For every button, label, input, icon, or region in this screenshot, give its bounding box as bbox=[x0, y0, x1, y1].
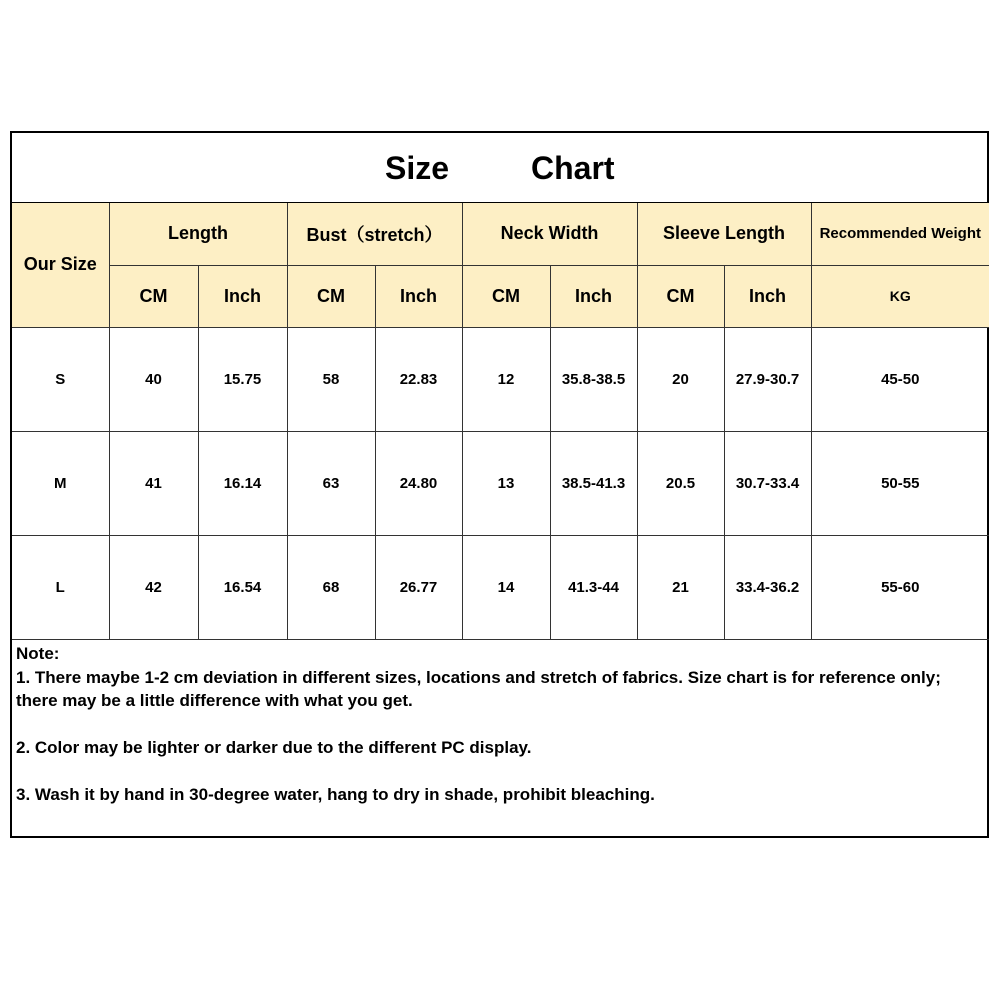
cell-sleeve-cm: 21 bbox=[637, 535, 724, 639]
cell-bust-cm: 68 bbox=[287, 535, 375, 639]
size-chart-frame bbox=[10, 131, 989, 838]
unit-neck-inch: Inch bbox=[550, 265, 637, 327]
header-row-groups bbox=[12, 203, 989, 265]
size-table bbox=[12, 203, 989, 640]
header-sleeve-length: Sleeve Length bbox=[637, 203, 811, 265]
unit-bust-cm: CM bbox=[287, 265, 375, 327]
title-row bbox=[12, 133, 987, 203]
table-row bbox=[12, 535, 989, 639]
cell-weight-kg: 55-60 bbox=[811, 535, 989, 639]
cell-length-cm: 40 bbox=[109, 327, 198, 431]
cell-length-inch: 15.75 bbox=[198, 327, 287, 431]
table-row bbox=[12, 431, 989, 535]
cell-bust-cm: 63 bbox=[287, 431, 375, 535]
cell-sleeve-inch: 27.9-30.7 bbox=[724, 327, 811, 431]
unit-sleeve-cm: CM bbox=[637, 265, 724, 327]
cell-sleeve-inch: 30.7-33.4 bbox=[724, 431, 811, 535]
header-recommended-weight: Recommended Weight bbox=[811, 203, 989, 265]
cell-sleeve-cm: 20 bbox=[637, 327, 724, 431]
header-neck-width: Neck Width bbox=[462, 203, 637, 265]
cell-bust-inch: 24.80 bbox=[375, 431, 462, 535]
cell-weight-kg: 45-50 bbox=[811, 327, 989, 431]
header-our-size: Our Size bbox=[12, 203, 109, 327]
cell-sleeve-inch: 33.4-36.2 bbox=[724, 535, 811, 639]
cell-length-cm: 41 bbox=[109, 431, 198, 535]
title-word-chart: Chart bbox=[531, 150, 615, 186]
cell-neck-inch: 41.3-44 bbox=[550, 535, 637, 639]
cell-size: S bbox=[12, 327, 109, 431]
header-bust: Bust（stretch） bbox=[287, 203, 462, 265]
cell-length-cm: 42 bbox=[109, 535, 198, 639]
notes-section bbox=[16, 642, 976, 807]
unit-length-cm: CM bbox=[109, 265, 198, 327]
unit-neck-cm: CM bbox=[462, 265, 550, 327]
note-item: 3. Wash it by hand in 30-degree water, hang to dry in shade, prohibit bleaching. bbox=[16, 785, 655, 804]
cell-neck-inch: 35.8-38.5 bbox=[550, 327, 637, 431]
cell-length-inch: 16.14 bbox=[198, 431, 287, 535]
cell-length-inch: 16.54 bbox=[198, 535, 287, 639]
note-item: 2. Color may be lighter or darker due to the different PC display. bbox=[16, 738, 532, 757]
unit-sleeve-inch: Inch bbox=[724, 265, 811, 327]
cell-size: M bbox=[12, 431, 109, 535]
cell-weight-kg: 50-55 bbox=[811, 431, 989, 535]
cell-size: L bbox=[12, 535, 109, 639]
title-word-size: Size bbox=[385, 150, 450, 186]
unit-length-inch: Inch bbox=[198, 265, 287, 327]
notes-heading: Note: bbox=[16, 644, 60, 663]
cell-sleeve-cm: 20.5 bbox=[637, 431, 724, 535]
cell-neck-cm: 13 bbox=[462, 431, 550, 535]
unit-bust-inch: Inch bbox=[375, 265, 462, 327]
cell-neck-cm: 12 bbox=[462, 327, 550, 431]
table-row bbox=[12, 327, 989, 431]
note-item: 1. There maybe 1-2 cm deviation in different sizes, locations and stretch of fabrics. Size chart is for reference only; there may be a little difference with what you get. bbox=[16, 667, 941, 710]
cell-neck-cm: 14 bbox=[462, 535, 550, 639]
cell-bust-inch: 26.77 bbox=[375, 535, 462, 639]
cell-bust-cm: 58 bbox=[287, 327, 375, 431]
unit-weight-kg: KG bbox=[811, 265, 989, 327]
header-row-units bbox=[12, 265, 989, 327]
cell-bust-inch: 22.83 bbox=[375, 327, 462, 431]
cell-neck-inch: 38.5-41.3 bbox=[550, 431, 637, 535]
header-length: Length bbox=[109, 203, 287, 265]
